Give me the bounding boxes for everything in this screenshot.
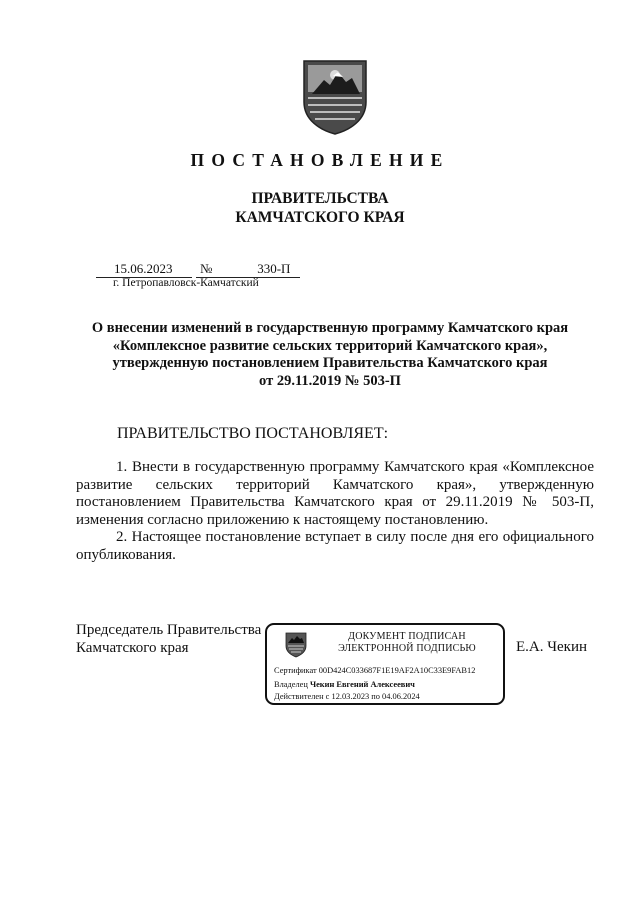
heading-line-1: О внесении изменений в государственную программу Камчатского края: [91, 320, 569, 336]
issuer-line-2: КАМЧАТСКОГО КРАЯ: [235, 209, 405, 226]
validity-line: [274, 692, 420, 701]
owner-value: Чекин Евгений Алексеевич: [309, 680, 415, 689]
document-city: г. Петропавловск-Камчатский: [113, 277, 259, 289]
stamp-title: [317, 631, 497, 655]
signer-title-line-1: Председатель Правительства: [76, 622, 262, 638]
electronic-signature-stamp: [265, 623, 505, 705]
document-heading: [60, 320, 600, 390]
valid-from-label: Действителен с: [274, 692, 330, 701]
owner-line: [274, 680, 415, 689]
heading-line-3: утвержденную постановлением Правительства Камчатского края: [112, 355, 548, 371]
valid-from: 12.03.2023: [331, 692, 370, 701]
document-title: ПОСТАНОВЛЕНИЕ: [190, 150, 450, 170]
stamp-title-line-2: ЭЛЕКТРОННОЙ ПОДПИСЬЮ: [338, 643, 476, 654]
stamp-coat-of-arms-icon: [285, 632, 307, 658]
signer-name: Е.А. Чекин: [516, 639, 587, 655]
owner-label: Владелец: [274, 680, 308, 689]
heading-line-4: от 29.11.2019 № 503-П: [259, 372, 401, 389]
kamchatka-coat-of-arms-icon: [300, 58, 370, 136]
document-number: 330-П: [216, 261, 300, 278]
number-sign: №: [196, 261, 216, 278]
valid-to-label: по: [371, 692, 380, 701]
issuer-name: [0, 189, 640, 227]
stamp-title-line-1: ДОКУМЕНТ ПОДПИСАН: [348, 631, 466, 642]
issuer-line-1: ПРАВИТЕЛЬСТВА: [251, 190, 389, 207]
date-number-line: [96, 261, 300, 278]
valid-to: 04.06.2024: [382, 692, 420, 701]
decree-statement: ПРАВИТЕЛЬСТВО ПОСТАНОВЛЯЕТ:: [117, 425, 389, 442]
paragraph-1: 1. Внести в государственную программу Камчатского края «Комплексное развитие сельских территорий Камчатского края», утвержденную постановлением Правительства Камчатского края от 29.11.2019 № 503-П, изменения согласно приложению к настоящему постановлению.: [76, 459, 594, 528]
certificate-label: Сертификат: [274, 666, 317, 675]
document-date: 15.06.2023: [96, 261, 192, 278]
signer-title-line-2: Камчатского края: [76, 639, 189, 656]
paragraph-2: 2. Настоящее постановление вступает в силу после дня его официального опубликования.: [76, 529, 594, 563]
certificate-line: [274, 666, 475, 675]
signer-title: [76, 622, 261, 657]
document-body: [76, 459, 594, 565]
heading-line-2: «Комплексное развитие сельских территорий Камчатского края»,: [112, 337, 548, 354]
certificate-value: 00D424C033687F1E19AF2A10C33E9FAB12: [318, 666, 476, 675]
